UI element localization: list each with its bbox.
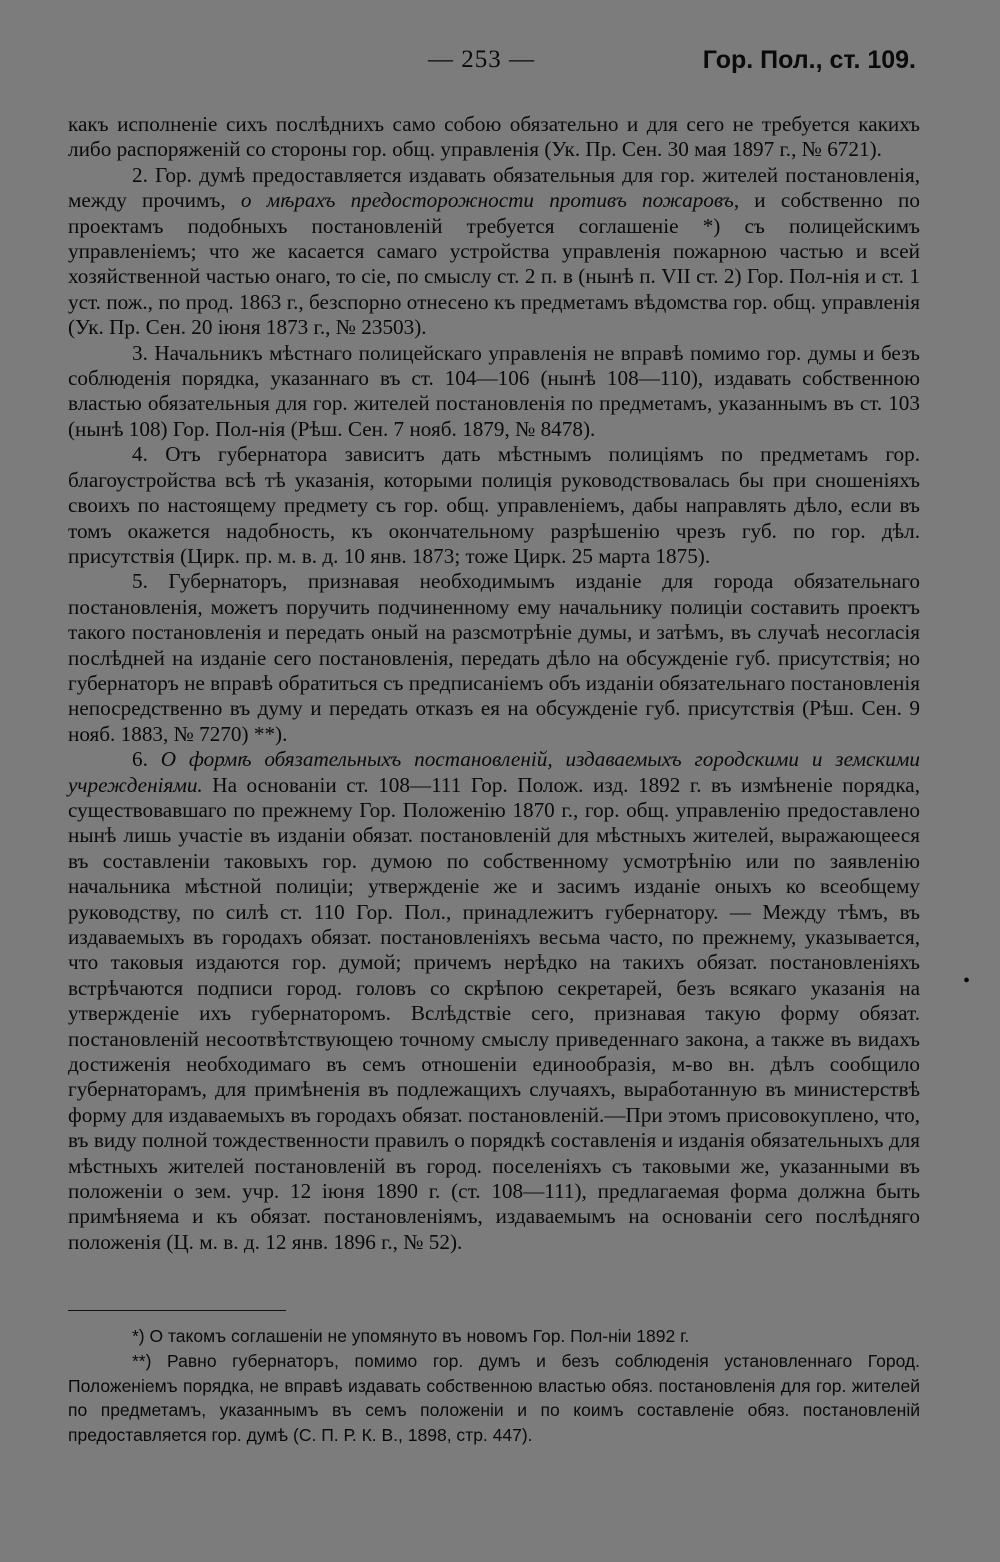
paragraph-2-emphasis: о мѣрахъ предосторожности противъ пожаровъ [240,188,734,213]
running-title: Гор. Пол., ст. 109. [702,46,916,74]
paragraph-2-text-end: , и собственно по проектамъ подобныхъ постановленій требуется соглашеніе *) съ полицейскимъ управленіемъ; что же касается самаго устройства управленія пожарною частью и всей хозяйственной частью онаго, то сіе, по смыслу ст. 2 п. в (нынѣ п. VII ст. 2) Гор. Пол-нія и ст. 1 уст. пож., по прод. 1863 г., безспорно отнесено къ предметамъ вѣдомства гор. общ. управленія (Ук. Пр. Сен. 20 іюня 1873 г., № 23503). [68,188,920,340]
paragraph-3: 3. Начальникъ мѣстнаго полицейскаго управленія не вправѣ помимо гор. думы и безъ соблюденія порядка, указаннаго въ ст. 104—106 (нынѣ 108—110), издавать собственною властью обязательныя для гор. жителей постановленія по предметамъ, указаннымъ въ ст. 103 (нынѣ 108) Гор. Пол-нія (Рѣш. Сен. 7 нояб. 1879, № 8478). [68,340,920,441]
paragraph-6-text: На основаніи ст. 108—111 Гор. Полож. изд. 1892 г. въ измѣненіе порядка, существовавшаго по прежнему Гор. Положенію 1870 г., гор. общ. управленію предоставлено нынѣ лишь участіе въ изданіи обязат. постановленій для мѣстныхъ жителей, выражающееся въ составленіи таковыхъ гор. думою по собственному усмотрѣнію или по заявленію начальника мѣстной полиціи; утвержденіе же и засимъ изданіе оныхъ ко всеобщему руководству, по силѣ ст. 110 Гор. Пол., принадлежитъ губернатору. — Между тѣмъ, въ издаваемыхъ въ городахъ обязат. постановленіяхъ весьма часто, по прежнему, указывается, что таковыя издаются гор. думой; причемъ нерѣдко на такихъ обязат. постановленіяхъ встрѣчаются подписи город. головъ со скрѣпою секретарей, безъ всякаго указанія на утвержденіе ихъ губернаторомъ. Вслѣдствіе сего, признавая такую форму обязат. постановленій несоотвѣтствующею точному смыслу приведеннаго закона, а также въ видахъ достиженія необходимаго въ семъ отношеніи единообразія, м-во вн. дѣлъ сообщило губернаторамъ, для примѣненія въ подлежащихъ случаяхъ, выработанную въ министерствѣ форму для издаваемыхъ въ городахъ обязат. постановленій.—При этомъ присовокуплено, что, въ виду полной тождественности правилъ о порядкѣ составленія и изданія обязательныхъ для мѣстныхъ жителей постановленій въ город. поселеніяхъ съ таковыми же, указанными въ положеніи о зем. учр. 12 іюня 1890 г. (ст. 108—111), предлагаемая форма должна быть примѣняема и къ обязат. постановленіямъ, издаваемымъ на основаніи сего послѣдняго положенія (Ц. м. в. д. 12 янв. 1896 г., № 52). [68,772,920,1254]
main-text [68,112,920,1255]
paragraph-2-text-start: 2. Гор. думѣ предоставляется издавать обязательныя для гор. жителей постановленія, между прочимъ, [68,162,920,213]
paragraph-6-heading: О формѣ обязательныхъ постановленій, издаваемыхъ городскими и земскими учрежденіями. [68,747,920,797]
page-header [0,46,1000,86]
footnote-2: **) Равно губернаторъ, помимо гор. думъ и безъ соблюденія установленнаго Город. Положеніемъ порядка, не вправѣ издавать собственною властью обяз. постановленія для гор. жителей по предметамъ, указаннымъ въ семъ положеніи и по коимъ составленіе обяз. постановленій предоставляется гор. думѣ (С. П. Р. К. В., 1898, стр. 447). [68,1350,920,1446]
paragraph-6-number: 6. [132,747,161,772]
margin-mark: • [963,970,971,992]
paragraph-continued: какъ исполненіе сихъ послѣднихъ само собою обязательно и для сего не требуется какихъ либо распоряженій со стороны гор. общ. управленія (Ук. Пр. Сен. 30 мая 1897 г., № 6721). [68,112,920,162]
paragraph-6 [68,747,920,1255]
footnote-1: *) О такомъ соглашеніи не упомянуто въ новомъ Гор. Пол-ніи 1892 г. [132,1326,690,1346]
footnotes [68,1324,920,1448]
page-number: — 253 — [428,46,535,73]
paragraph-4: 4. Отъ губернатора зависитъ дать мѣстнымъ полиціямъ по предметамъ гор. благоустройства всѣ тѣ указанія, которыми полиція руководствовалась бы при сношеніяхъ своихъ по настоящему предмету съ гор. общ. управленіемъ, дабы направлять дѣло, если въ томъ окажется надобность, къ окончательному разрѣшенію чрезъ губ. по гор. дѣл. присутствія (Цирк. пр. м. в. д. 10 янв. 1873; тоже Цирк. 25 марта 1875). [68,442,920,568]
paragraph-5: 5. Губернаторъ, признавая необходимымъ изданіе для города обязательнаго постановленія, можетъ поручить подчиненному ему начальнику полиціи составить проектъ такого постановленія и передать оный на разсмотрѣніе думы, и затѣмъ, въ случаѣ несогласія послѣдней на изданіе сего постановленія, передать дѣло на обсужденіе губ. присутствія; но губернаторъ не вправѣ обратиться съ предписаніемъ объ изданіи обязательнаго постановленія непосредственно въ думу и передать отказъ ея на обсужденіе губ. присутствія (Рѣш. Сен. 9 нояб. 1883, № 7270) **). [68,569,920,746]
footnote-rule [68,1310,286,1311]
paragraph-2 [68,163,920,341]
